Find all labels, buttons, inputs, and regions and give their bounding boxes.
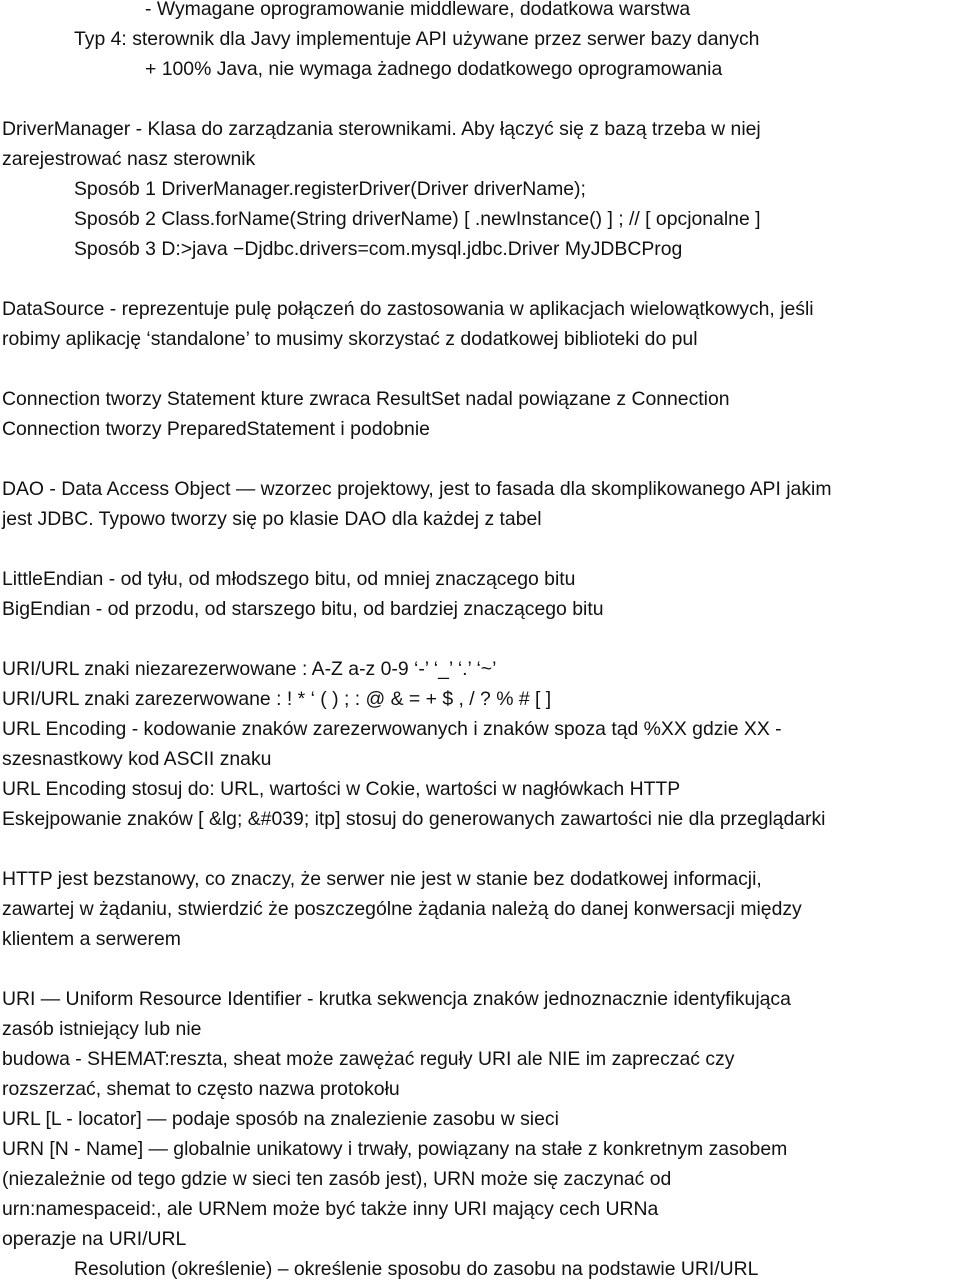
paragraph-gap: [2, 624, 958, 654]
text-line: rozszerzać, shemat to często nazwa protokołu: [2, 1078, 400, 1100]
text-line: Resolution (określenie) – określenie sposobu do zasobu na podstawie URI/URL: [74, 1258, 759, 1280]
text-line: URI — Uniform Resource Identifier - krutka sekwencja znaków jednoznacznie identyfikująca: [2, 988, 791, 1010]
text-line: zawartej w żądaniu, stwierdzić że poszczególne żądania należą do danej konwersacji między: [2, 898, 802, 920]
text-line: Connection tworzy PreparedStatement i podobnie: [2, 418, 430, 440]
text-line: URN [N - Name] — globalnie unikatowy i trwały, powiązany na stałe z konkretnym zasobem: [2, 1138, 788, 1160]
text-line: DriverManager - Klasa do zarządzania sterownikami. Aby łączyć się z bazą trzeba w niej: [2, 118, 761, 140]
text-line: DAO - Data Access Object — wzorzec projektowy, jest to fasada dla skomplikowanego API jakim: [2, 478, 832, 500]
text-line: Eskejpowanie znaków [ &lg; &#039; itp] stosuj do generowanych zawartości nie dla przeglądarki: [2, 808, 826, 830]
text-line: BigEndian - od przodu, od starszego bitu, od bardziej znaczącego bitu: [2, 598, 604, 620]
text-line: Connection tworzy Statement kture zwraca ResultSet nadal powiązane z Connection: [2, 388, 730, 410]
text-line: URL Encoding stosuj do: URL, wartości w Cokie, wartości w nagłówkach HTTP: [2, 778, 681, 800]
text-line: Sposób 3 D:>java −Djdbc.drivers=com.mysql.jdbc.Driver MyJDBCProg: [74, 238, 683, 260]
text-line: (niezależnie od tego gdzie w sieci ten zasób jest), URN może się zaczynać od: [2, 1168, 672, 1190]
text-line: Sposób 2 Class.forName(String driverName) [ .newInstance() ] ; // [ opcjonalne ]: [74, 208, 761, 230]
text-line: klientem a serwerem: [2, 928, 181, 950]
text-line: zarejestrować nasz sterownik: [2, 148, 256, 170]
text-line: urn:namespaceid:, ale URNem może być także inny URI mający cech URNa: [2, 1198, 659, 1220]
paragraph-gap: [2, 264, 958, 294]
text-line: jest JDBC. Typowo tworzy się po klasie DAO dla każdej z tabel: [2, 508, 542, 530]
text-line: Typ 4: sterownik dla Javy implementuje API używane przez serwer bazy danych: [74, 28, 760, 50]
text-line: Sposób 1 DriverManager.registerDriver(Driver driverName);: [74, 178, 586, 200]
text-line: LittleEndian - od tyłu, od młodszego bitu, od mniej znaczącego bitu: [2, 568, 576, 590]
paragraph-gap: [2, 834, 958, 864]
text-line: + 100% Java, nie wymaga żadnego dodatkowego oprogramowania: [145, 58, 723, 80]
paragraph-gap: [2, 84, 958, 114]
text-line: URI/URL znaki zarezerwowane : ! * ‘ ( ) ; : @ & = + $ , / ? % # [ ]: [2, 688, 552, 710]
paragraph-gap: [2, 954, 958, 984]
text-line: budowa - SHEMAT:reszta, sheat może zawężać reguły URI ale NIE im zapreczać czy: [2, 1048, 735, 1070]
text-line: HTTP jest bezstanowy, co znaczy, że serwer nie jest w stanie bez dodatkowej informacji,: [2, 868, 762, 890]
text-line: - Wymagane oprogramowanie middleware, dodatkowa warstwa: [145, 0, 691, 20]
paragraph-gap: [2, 444, 958, 474]
text-line: URL Encoding - kodowanie znaków zarezerwowanych i znaków spoza tąd %XX gdzie XX -: [2, 718, 782, 740]
text-line: robimy aplikację ‘standalone’ to musimy skorzystać z dodatkowej biblioteki do pul: [2, 328, 698, 350]
text-line: URL [L - locator] — podaje sposób na znalezienie zasobu w sieci: [2, 1108, 559, 1130]
text-line: szesnastkowy kod ASCII znaku: [2, 748, 272, 770]
text-line: URI/URL znaki niezarezerwowane : A-Z a-z 0-9 ‘-’ ‘_’ ‘.’ ‘~’: [2, 658, 497, 680]
text-line: DataSource - reprezentuje pulę połączeń do zastosowania w aplikacjach wielowątkowych, jeśli: [2, 298, 814, 320]
paragraph-gap: [2, 534, 958, 564]
document-body: [2, 0, 958, 1284]
text-line: zasób istniejący lub nie: [2, 1018, 202, 1040]
text-line: operazje na URI/URL: [2, 1228, 187, 1250]
paragraph-gap: [2, 354, 958, 384]
